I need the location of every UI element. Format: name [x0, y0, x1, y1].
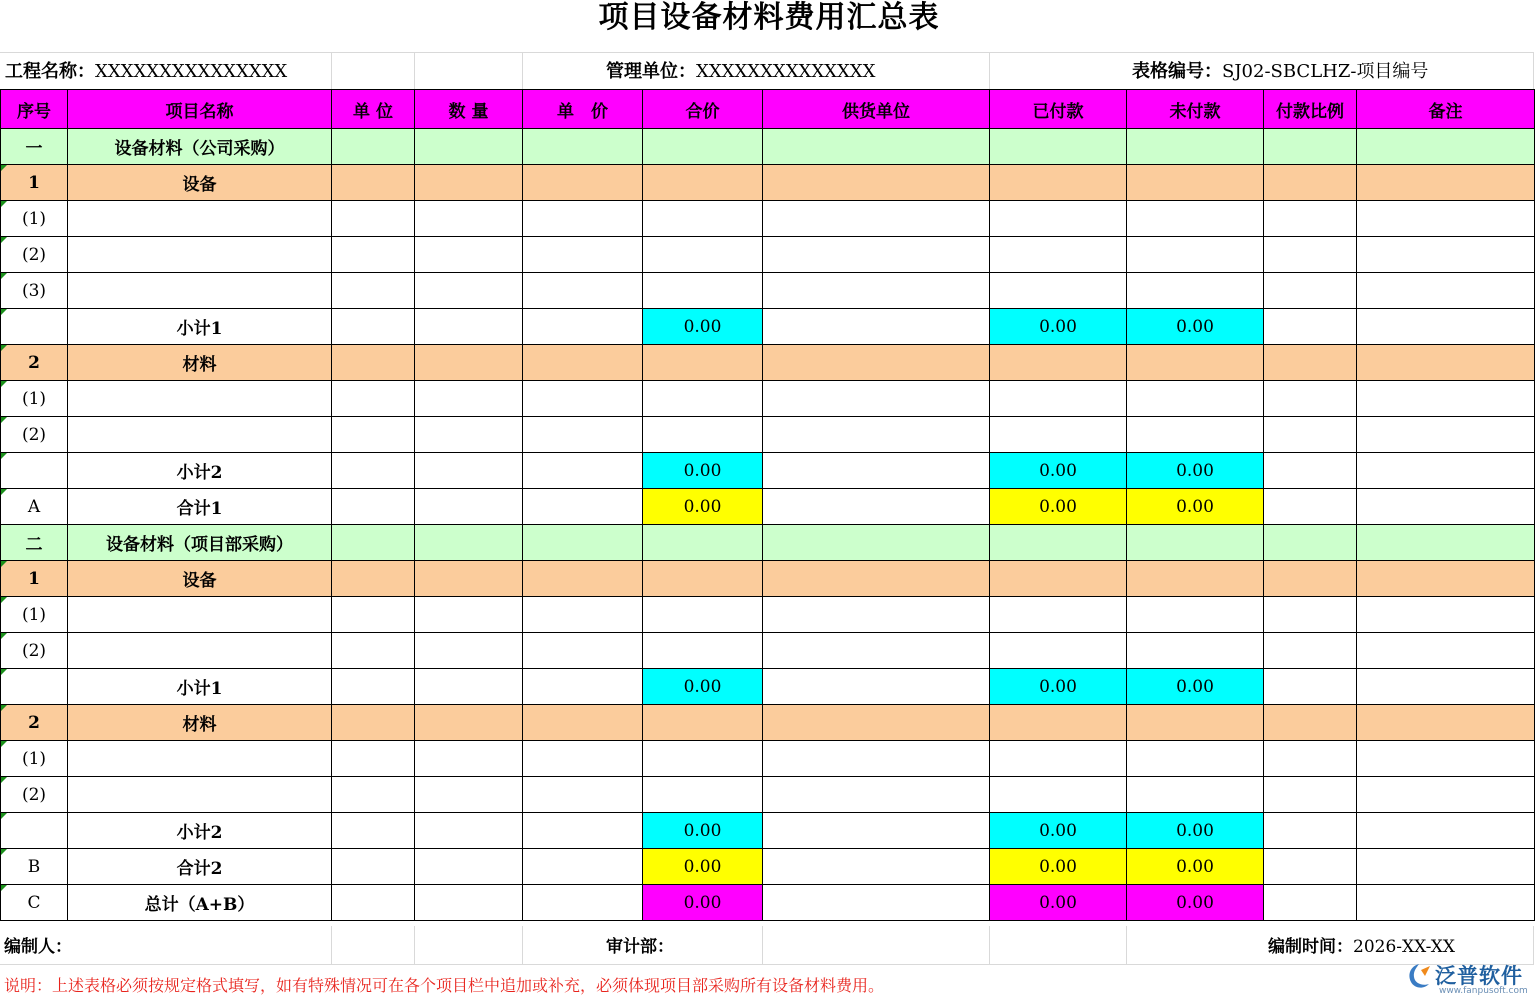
supplier-cell[interactable] — [763, 453, 990, 489]
unit-price-cell[interactable] — [523, 381, 643, 417]
payment-ratio-cell[interactable] — [1264, 597, 1357, 633]
item-name-cell[interactable]: 材料 — [68, 345, 332, 381]
remark-cell[interactable] — [1357, 453, 1535, 489]
date-label: 编制时间： — [1268, 937, 1353, 957]
total-price-cell[interactable]: 0.00 — [643, 309, 763, 345]
unit-cell[interactable] — [332, 165, 415, 201]
unit-price-cell[interactable] — [523, 237, 643, 273]
unit-price-cell[interactable] — [523, 273, 643, 309]
date-value[interactable]: 2026-XX-XX — [1353, 937, 1455, 957]
supplier-cell[interactable] — [763, 885, 990, 921]
paid-cell[interactable]: 0.00 — [990, 309, 1127, 345]
seq-cell[interactable]: B — [1, 849, 68, 885]
total-price-cell[interactable] — [643, 273, 763, 309]
item-name-cell[interactable] — [68, 381, 332, 417]
total-price-cell[interactable] — [643, 597, 763, 633]
column-header: 未付款 — [1127, 90, 1264, 129]
unit-cell[interactable] — [332, 741, 415, 777]
paid-cell[interactable] — [990, 417, 1127, 453]
payment-ratio-cell[interactable] — [1264, 669, 1357, 705]
supplier-cell[interactable] — [763, 237, 990, 273]
table-row — [1, 777, 1535, 813]
project-name-field — [5, 55, 287, 88]
item-name-cell[interactable] — [68, 741, 332, 777]
unit-cell[interactable] — [332, 237, 415, 273]
unit-price-cell[interactable] — [523, 417, 643, 453]
payment-ratio-cell[interactable] — [1264, 813, 1357, 849]
total-price-cell[interactable] — [643, 201, 763, 237]
payment-ratio-cell[interactable] — [1264, 309, 1357, 345]
item-name-cell[interactable] — [68, 633, 332, 669]
column-header: 合价 — [643, 90, 763, 129]
item-name-cell[interactable]: 设备 — [68, 165, 332, 201]
unpaid-cell[interactable] — [1127, 201, 1264, 237]
total-price-cell[interactable]: 0.00 — [643, 849, 763, 885]
paid-cell[interactable] — [990, 237, 1127, 273]
total-price-cell[interactable] — [643, 777, 763, 813]
audit-label: 审计部： — [606, 937, 674, 957]
payment-ratio-cell[interactable] — [1264, 201, 1357, 237]
page-title: 项目设备材料费用汇总表 — [598, 0, 940, 35]
management-unit-label: 管理单位： — [606, 61, 696, 82]
section-row — [1, 525, 1535, 561]
total-price-cell[interactable] — [643, 237, 763, 273]
remark-cell[interactable] — [1357, 885, 1535, 921]
quantity-cell[interactable] — [415, 381, 523, 417]
item-name-cell[interactable]: 设备 — [68, 561, 332, 597]
paid-cell[interactable]: 0.00 — [990, 813, 1127, 849]
item-name-cell[interactable] — [68, 417, 332, 453]
unpaid-cell[interactable] — [1127, 237, 1264, 273]
unit-price-cell[interactable] — [523, 453, 643, 489]
unpaid-cell[interactable] — [1127, 525, 1264, 561]
unit-cell[interactable] — [332, 597, 415, 633]
unpaid-cell[interactable] — [1127, 129, 1264, 165]
payment-ratio-cell[interactable] — [1264, 381, 1357, 417]
supplier-cell[interactable] — [763, 489, 990, 525]
remark-cell[interactable] — [1357, 705, 1535, 741]
remark-cell[interactable] — [1357, 201, 1535, 237]
quantity-cell[interactable] — [415, 777, 523, 813]
summary-row — [1, 309, 1535, 345]
unit-cell[interactable] — [332, 561, 415, 597]
seq-cell[interactable] — [1, 453, 68, 489]
paid-cell[interactable] — [990, 201, 1127, 237]
quantity-cell[interactable] — [415, 705, 523, 741]
column-header: 序号 — [1, 90, 68, 129]
management-unit-value[interactable]: XXXXXXXXXXXXXX — [696, 61, 876, 82]
supplier-cell[interactable] — [763, 345, 990, 381]
unpaid-cell[interactable] — [1127, 273, 1264, 309]
section-row — [1, 129, 1535, 165]
seq-cell[interactable]: (1) — [1, 741, 68, 777]
item-name-cell[interactable]: 小计1 — [68, 669, 332, 705]
quantity-cell[interactable] — [415, 417, 523, 453]
unpaid-cell[interactable] — [1127, 561, 1264, 597]
table-row — [1, 597, 1535, 633]
supplier-cell[interactable] — [763, 777, 990, 813]
unit-price-cell[interactable] — [523, 165, 643, 201]
total-price-cell[interactable] — [643, 633, 763, 669]
unit-cell[interactable] — [332, 813, 415, 849]
item-name-cell[interactable]: 合计1 — [68, 489, 332, 525]
payment-ratio-cell[interactable] — [1264, 525, 1357, 561]
total-price-cell[interactable] — [643, 345, 763, 381]
seq-cell[interactable]: (2) — [1, 777, 68, 813]
unit-cell[interactable] — [332, 525, 415, 561]
seq-cell[interactable]: 1 — [1, 561, 68, 597]
unit-price-cell[interactable] — [523, 813, 643, 849]
form-code-label: 表格编号： — [1132, 61, 1222, 82]
seq-cell[interactable]: (3) — [1, 273, 68, 309]
unpaid-cell[interactable] — [1127, 381, 1264, 417]
item-name-cell[interactable] — [68, 597, 332, 633]
unit-cell[interactable] — [332, 381, 415, 417]
unpaid-cell[interactable] — [1127, 777, 1264, 813]
item-name-cell[interactable] — [68, 201, 332, 237]
section-row — [1, 345, 1535, 381]
summary-row — [1, 813, 1535, 849]
unpaid-cell[interactable]: 0.00 — [1127, 309, 1264, 345]
payment-ratio-cell[interactable] — [1264, 849, 1357, 885]
unit-cell[interactable] — [332, 633, 415, 669]
quantity-cell[interactable] — [415, 489, 523, 525]
item-name-cell[interactable]: 合计2 — [68, 849, 332, 885]
table-row — [1, 201, 1535, 237]
supplier-cell[interactable] — [763, 201, 990, 237]
total-price-cell[interactable] — [643, 165, 763, 201]
paid-cell[interactable] — [990, 741, 1127, 777]
project-name-value[interactable]: XXXXXXXXXXXXXXX — [95, 61, 288, 82]
unit-cell[interactable] — [332, 885, 415, 921]
paid-cell[interactable]: 0.00 — [990, 453, 1127, 489]
remark-cell[interactable] — [1357, 345, 1535, 381]
unit-price-cell[interactable] — [523, 885, 643, 921]
unit-cell[interactable] — [332, 453, 415, 489]
paid-cell[interactable] — [990, 165, 1127, 201]
unit-price-cell[interactable] — [523, 633, 643, 669]
column-header: 付款比例 — [1264, 90, 1357, 129]
payment-ratio-cell[interactable] — [1264, 489, 1357, 525]
seq-cell[interactable] — [1, 813, 68, 849]
column-header: 单 位 — [332, 90, 415, 129]
unpaid-cell[interactable]: 0.00 — [1127, 453, 1264, 489]
supplier-cell[interactable] — [763, 273, 990, 309]
column-header: 数 量 — [415, 90, 523, 129]
table-row — [1, 417, 1535, 453]
table-row — [1, 741, 1535, 777]
unit-cell[interactable] — [332, 705, 415, 741]
paid-cell[interactable]: 0.00 — [990, 885, 1127, 921]
quantity-cell[interactable] — [415, 129, 523, 165]
summary-row — [1, 885, 1535, 921]
remark-cell[interactable] — [1357, 237, 1535, 273]
unit-cell[interactable] — [332, 201, 415, 237]
quantity-cell[interactable] — [415, 741, 523, 777]
quantity-cell[interactable] — [415, 849, 523, 885]
quantity-cell[interactable] — [415, 633, 523, 669]
summary-table — [0, 89, 1535, 921]
total-price-cell[interactable] — [643, 561, 763, 597]
unit-cell[interactable] — [332, 489, 415, 525]
instruction-note: 说明：上述表格必须按规定格式填写，如有特殊情况可在各个项目栏中追加或补充，必须体现项目部采购所有设备材料费用。 — [4, 976, 885, 995]
unpaid-cell[interactable]: 0.00 — [1127, 813, 1264, 849]
remark-cell[interactable] — [1357, 669, 1535, 705]
seq-cell[interactable]: (1) — [1, 597, 68, 633]
summary-row — [1, 669, 1535, 705]
unit-price-cell[interactable] — [523, 849, 643, 885]
table-row — [1, 633, 1535, 669]
remark-cell[interactable] — [1357, 813, 1535, 849]
table-row — [1, 237, 1535, 273]
supplier-cell[interactable] — [763, 633, 990, 669]
total-price-cell[interactable]: 0.00 — [643, 489, 763, 525]
fanpu-logo — [1405, 960, 1530, 1000]
remark-cell[interactable] — [1357, 129, 1535, 165]
total-price-cell[interactable]: 0.00 — [643, 813, 763, 849]
quantity-cell[interactable] — [415, 597, 523, 633]
remark-cell[interactable] — [1357, 309, 1535, 345]
section-row — [1, 561, 1535, 597]
supplier-cell[interactable] — [763, 741, 990, 777]
quantity-cell[interactable] — [415, 669, 523, 705]
table-row — [1, 381, 1535, 417]
supplier-cell[interactable] — [763, 813, 990, 849]
item-name-cell[interactable]: 小计1 — [68, 309, 332, 345]
date-field — [1268, 932, 1455, 962]
column-header: 供货单位 — [763, 90, 990, 129]
total-price-cell[interactable] — [643, 705, 763, 741]
item-name-cell[interactable]: 设备材料（公司采购） — [68, 129, 332, 165]
remark-cell[interactable] — [1357, 273, 1535, 309]
quantity-cell[interactable] — [415, 885, 523, 921]
supplier-cell[interactable] — [763, 561, 990, 597]
unit-price-cell[interactable] — [523, 741, 643, 777]
table-header-row — [1, 90, 1535, 129]
item-name-cell[interactable] — [68, 273, 332, 309]
payment-ratio-cell[interactable] — [1264, 705, 1357, 741]
total-price-cell[interactable] — [643, 417, 763, 453]
remark-cell[interactable] — [1357, 597, 1535, 633]
project-name-label: 工程名称： — [5, 61, 95, 82]
unit-price-cell[interactable] — [523, 597, 643, 633]
remark-cell[interactable] — [1357, 633, 1535, 669]
paid-cell[interactable] — [990, 705, 1127, 741]
remark-cell[interactable] — [1357, 741, 1535, 777]
summary-row — [1, 489, 1535, 525]
item-name-cell[interactable]: 材料 — [68, 705, 332, 741]
section-row — [1, 165, 1535, 201]
seq-cell[interactable]: (2) — [1, 237, 68, 273]
seq-cell[interactable]: 2 — [1, 345, 68, 381]
seq-cell[interactable]: 2 — [1, 705, 68, 741]
unpaid-cell[interactable]: 0.00 — [1127, 849, 1264, 885]
supplier-cell[interactable] — [763, 309, 990, 345]
seq-cell[interactable]: 二 — [1, 525, 68, 561]
management-unit-field — [606, 55, 875, 88]
unpaid-cell[interactable] — [1127, 165, 1264, 201]
unit-price-cell[interactable] — [523, 129, 643, 165]
payment-ratio-cell[interactable] — [1264, 237, 1357, 273]
quantity-cell[interactable] — [415, 345, 523, 381]
seq-cell[interactable]: (1) — [1, 381, 68, 417]
seq-cell[interactable]: A — [1, 489, 68, 525]
unit-price-cell[interactable] — [523, 309, 643, 345]
supplier-cell[interactable] — [763, 669, 990, 705]
unit-price-cell[interactable] — [523, 525, 643, 561]
column-header: 单 价 — [523, 90, 643, 129]
payment-ratio-cell[interactable] — [1264, 561, 1357, 597]
quantity-cell[interactable] — [415, 525, 523, 561]
unit-cell[interactable] — [332, 849, 415, 885]
quantity-cell[interactable] — [415, 165, 523, 201]
unit-cell[interactable] — [332, 669, 415, 705]
quantity-cell[interactable] — [415, 201, 523, 237]
supplier-cell[interactable] — [763, 165, 990, 201]
payment-ratio-cell[interactable] — [1264, 129, 1357, 165]
total-price-cell[interactable]: 0.00 — [643, 669, 763, 705]
paid-cell[interactable] — [990, 597, 1127, 633]
total-price-cell[interactable] — [643, 381, 763, 417]
paid-cell[interactable] — [990, 273, 1127, 309]
supplier-cell[interactable] — [763, 129, 990, 165]
remark-cell[interactable] — [1357, 561, 1535, 597]
unit-cell[interactable] — [332, 309, 415, 345]
seq-cell[interactable]: 1 — [1, 165, 68, 201]
item-name-cell[interactable]: 小计2 — [68, 453, 332, 489]
unit-cell[interactable] — [332, 417, 415, 453]
unit-cell[interactable] — [332, 777, 415, 813]
preparer-field — [4, 932, 72, 962]
section-row — [1, 705, 1535, 741]
unit-price-cell[interactable] — [523, 669, 643, 705]
supplier-cell[interactable] — [763, 381, 990, 417]
unpaid-cell[interactable]: 0.00 — [1127, 885, 1264, 921]
paid-cell[interactable] — [990, 777, 1127, 813]
remark-cell[interactable] — [1357, 849, 1535, 885]
preparer-label: 编制人： — [4, 937, 72, 957]
column-header: 已付款 — [990, 90, 1127, 129]
total-price-cell[interactable] — [643, 129, 763, 165]
seq-cell[interactable]: (1) — [1, 201, 68, 237]
supplier-cell[interactable] — [763, 705, 990, 741]
remark-cell[interactable] — [1357, 417, 1535, 453]
remark-cell[interactable] — [1357, 165, 1535, 201]
table-row — [1, 273, 1535, 309]
paid-cell[interactable]: 0.00 — [990, 489, 1127, 525]
unpaid-cell[interactable] — [1127, 345, 1264, 381]
remark-cell[interactable] — [1357, 489, 1535, 525]
column-header: 备注 — [1357, 90, 1535, 129]
item-name-cell[interactable] — [68, 777, 332, 813]
payment-ratio-cell[interactable] — [1264, 741, 1357, 777]
unpaid-cell[interactable] — [1127, 597, 1264, 633]
paid-cell[interactable] — [990, 345, 1127, 381]
unit-price-cell[interactable] — [523, 345, 643, 381]
supplier-cell[interactable] — [763, 597, 990, 633]
quantity-cell[interactable] — [415, 813, 523, 849]
payment-ratio-cell[interactable] — [1264, 345, 1357, 381]
logo-name: 泛普软件 — [1435, 964, 1523, 988]
summary-row — [1, 849, 1535, 885]
supplier-cell[interactable] — [763, 525, 990, 561]
payment-ratio-cell[interactable] — [1264, 633, 1357, 669]
seq-cell[interactable] — [1, 669, 68, 705]
paid-cell[interactable] — [990, 129, 1127, 165]
unpaid-cell[interactable] — [1127, 705, 1264, 741]
unit-cell[interactable] — [332, 273, 415, 309]
quantity-cell[interactable] — [415, 237, 523, 273]
paid-cell[interactable] — [990, 633, 1127, 669]
supplier-cell[interactable] — [763, 417, 990, 453]
form-code-field — [1132, 55, 1428, 88]
payment-ratio-cell[interactable] — [1264, 273, 1357, 309]
payment-ratio-cell[interactable] — [1264, 885, 1357, 921]
unpaid-cell[interactable]: 0.00 — [1127, 489, 1264, 525]
fanpu-logo-icon — [1405, 962, 1433, 992]
logo-url: www.fanpusoft.com — [1439, 986, 1528, 996]
unpaid-cell[interactable]: 0.00 — [1127, 669, 1264, 705]
paid-cell[interactable] — [990, 561, 1127, 597]
unit-cell[interactable] — [332, 129, 415, 165]
paid-cell[interactable] — [990, 381, 1127, 417]
item-name-cell[interactable]: 总计（A+B） — [68, 885, 332, 921]
payment-ratio-cell[interactable] — [1264, 777, 1357, 813]
quantity-cell[interactable] — [415, 453, 523, 489]
paid-cell[interactable]: 0.00 — [990, 669, 1127, 705]
paid-cell[interactable] — [990, 525, 1127, 561]
audit-field — [606, 932, 674, 962]
seq-cell[interactable]: (2) — [1, 417, 68, 453]
quantity-cell[interactable] — [415, 273, 523, 309]
unit-cell[interactable] — [332, 345, 415, 381]
summary-row — [1, 453, 1535, 489]
seq-cell[interactable]: C — [1, 885, 68, 921]
unit-price-cell[interactable] — [523, 777, 643, 813]
seq-cell[interactable]: 一 — [1, 129, 68, 165]
item-name-cell[interactable] — [68, 237, 332, 273]
paid-cell[interactable]: 0.00 — [990, 849, 1127, 885]
unpaid-cell[interactable] — [1127, 633, 1264, 669]
payment-ratio-cell[interactable] — [1264, 165, 1357, 201]
seq-cell[interactable] — [1, 309, 68, 345]
total-price-cell[interactable]: 0.00 — [643, 885, 763, 921]
unit-price-cell[interactable] — [523, 561, 643, 597]
remark-cell[interactable] — [1357, 525, 1535, 561]
item-name-cell[interactable]: 设备材料（项目部采购） — [68, 525, 332, 561]
item-name-cell[interactable]: 小计2 — [68, 813, 332, 849]
quantity-cell[interactable] — [415, 561, 523, 597]
total-price-cell[interactable] — [643, 741, 763, 777]
seq-cell[interactable]: (2) — [1, 633, 68, 669]
remark-cell[interactable] — [1357, 777, 1535, 813]
payment-ratio-cell[interactable] — [1264, 453, 1357, 489]
unpaid-cell[interactable] — [1127, 741, 1264, 777]
total-price-cell[interactable]: 0.00 — [643, 453, 763, 489]
supplier-cell[interactable] — [763, 849, 990, 885]
unit-price-cell[interactable] — [523, 705, 643, 741]
remark-cell[interactable] — [1357, 381, 1535, 417]
unit-price-cell[interactable] — [523, 489, 643, 525]
payment-ratio-cell[interactable] — [1264, 417, 1357, 453]
column-header: 项目名称 — [68, 90, 332, 129]
unit-price-cell[interactable] — [523, 201, 643, 237]
form-code-value[interactable]: SJ02-SBCLHZ-项目编号 — [1222, 61, 1429, 82]
quantity-cell[interactable] — [415, 309, 523, 345]
unpaid-cell[interactable] — [1127, 417, 1264, 453]
total-price-cell[interactable] — [643, 525, 763, 561]
